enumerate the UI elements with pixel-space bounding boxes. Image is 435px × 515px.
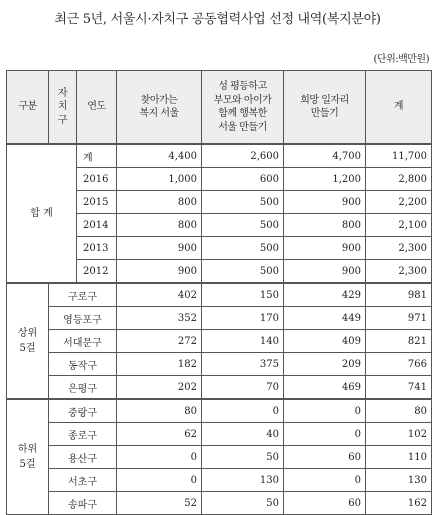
- table-row: [7, 446, 432, 469]
- welfare-cell: 352: [117, 307, 202, 330]
- total-cell: 102: [366, 423, 432, 446]
- total-cell: 741: [366, 376, 432, 400]
- welfare-cell: 900: [117, 260, 202, 284]
- gender-equality-cell: 500: [202, 260, 284, 284]
- welfare-cell: 402: [117, 283, 202, 307]
- district-cell: 동작구: [49, 353, 117, 376]
- district-cell: 송파구: [49, 492, 117, 515]
- welfare-cell: 202: [117, 376, 202, 400]
- welfare-cell: 0: [117, 469, 202, 492]
- district-cell: 서초구: [49, 469, 117, 492]
- year-cell: 2015: [77, 191, 117, 214]
- gender-equality-cell: 375: [202, 353, 284, 376]
- welfare-cell: 0: [117, 446, 202, 469]
- gender-equality-cell: 50: [202, 492, 284, 515]
- table-row: [7, 423, 432, 446]
- table-row: [7, 330, 432, 353]
- gender-equality-cell: 50: [202, 446, 284, 469]
- welfare-cell: 800: [117, 191, 202, 214]
- jobs-cell: 0: [284, 399, 366, 423]
- table-row: [7, 307, 432, 330]
- welfare-cell: 800: [117, 214, 202, 237]
- jobs-cell: 60: [284, 446, 366, 469]
- year-cell: 2014: [77, 214, 117, 237]
- district-cell: 은평구: [49, 376, 117, 400]
- jobs-cell: 0: [284, 469, 366, 492]
- welfare-cell: 182: [117, 353, 202, 376]
- table-row: [7, 353, 432, 376]
- jobs-cell: 800: [284, 214, 366, 237]
- header-year: 연도: [77, 71, 117, 145]
- table-header-row: [7, 71, 432, 145]
- district-cell: 구로구: [49, 283, 117, 307]
- total-cell: 2,200: [366, 191, 432, 214]
- total-cell: 110: [366, 446, 432, 469]
- total-cell: 11,700: [366, 144, 432, 168]
- gender-equality-cell: 170: [202, 307, 284, 330]
- gender-equality-cell: 40: [202, 423, 284, 446]
- group-label-total: 합 계: [7, 144, 77, 283]
- gender-equality-cell: 70: [202, 376, 284, 400]
- group-label-top: 상위 5걸: [7, 283, 49, 399]
- jobs-cell: 900: [284, 237, 366, 260]
- header-jobs: 희망 일자리 만들기: [284, 71, 366, 145]
- total-cell: 2,300: [366, 237, 432, 260]
- jobs-cell: 469: [284, 376, 366, 400]
- jobs-cell: 900: [284, 260, 366, 284]
- header-welfare: 찾아가는 복지 서울: [117, 71, 202, 145]
- total-cell: 130: [366, 469, 432, 492]
- gender-equality-cell: 500: [202, 214, 284, 237]
- total-cell: 821: [366, 330, 432, 353]
- jobs-cell: 409: [284, 330, 366, 353]
- total-cell: 80: [366, 399, 432, 423]
- gender-equality-cell: 2,600: [202, 144, 284, 168]
- jobs-cell: 209: [284, 353, 366, 376]
- table-row: [7, 469, 432, 492]
- jobs-cell: 429: [284, 283, 366, 307]
- jobs-cell: 60: [284, 492, 366, 515]
- header-total: 계: [366, 71, 432, 145]
- welfare-cell: 4,400: [117, 144, 202, 168]
- gender-equality-cell: 0: [202, 399, 284, 423]
- page-title: 최근 5년, 서울시·자치구 공동협력사업 선정 내역(복지분야): [54, 12, 381, 27]
- jobs-cell: 4,700: [284, 144, 366, 168]
- gender-equality-cell: 130: [202, 469, 284, 492]
- welfare-cell: 900: [117, 237, 202, 260]
- total-cell: 2,300: [366, 260, 432, 284]
- jobs-cell: 900: [284, 191, 366, 214]
- district-cell: 영등포구: [49, 307, 117, 330]
- gender-equality-cell: 500: [202, 237, 284, 260]
- welfare-cell: 80: [117, 399, 202, 423]
- header-district: 자 치 구: [49, 71, 77, 145]
- district-cell: 종로구: [49, 423, 117, 446]
- table-row: [7, 376, 432, 400]
- welfare-cell: 62: [117, 423, 202, 446]
- gender-equality-cell: 150: [202, 283, 284, 307]
- district-cell: 용산구: [49, 446, 117, 469]
- jobs-cell: 1,200: [284, 168, 366, 191]
- total-cell: 971: [366, 307, 432, 330]
- district-cell: 서대문구: [49, 330, 117, 353]
- year-cell: 2016: [77, 168, 117, 191]
- unit-label: (단위:백만원): [373, 54, 429, 65]
- table-row: [7, 399, 432, 423]
- header-group: 구분: [7, 71, 49, 145]
- table-row: [7, 283, 432, 307]
- total-cell: 766: [366, 353, 432, 376]
- header-gender-equality: 성 평등하고 부모와 아이가 함께 행복한 서울 만들기: [202, 71, 284, 145]
- year-cell: 2013: [77, 237, 117, 260]
- welfare-cell: 52: [117, 492, 202, 515]
- year-cell: 2012: [77, 260, 117, 284]
- gender-equality-cell: 140: [202, 330, 284, 353]
- table-row: [7, 492, 432, 515]
- total-cell: 2,100: [366, 214, 432, 237]
- gender-equality-cell: 500: [202, 191, 284, 214]
- jobs-cell: 449: [284, 307, 366, 330]
- grant-table: [6, 70, 432, 515]
- total-cell: 981: [366, 283, 432, 307]
- total-cell: 2,800: [366, 168, 432, 191]
- welfare-cell: 272: [117, 330, 202, 353]
- group-label-bottom: 하위 5걸: [7, 399, 49, 515]
- gender-equality-cell: 600: [202, 168, 284, 191]
- total-cell: 162: [366, 492, 432, 515]
- welfare-cell: 1,000: [117, 168, 202, 191]
- year-cell: 계: [77, 144, 117, 168]
- district-cell: 중랑구: [49, 399, 117, 423]
- jobs-cell: 0: [284, 423, 366, 446]
- table-row: [7, 144, 432, 168]
